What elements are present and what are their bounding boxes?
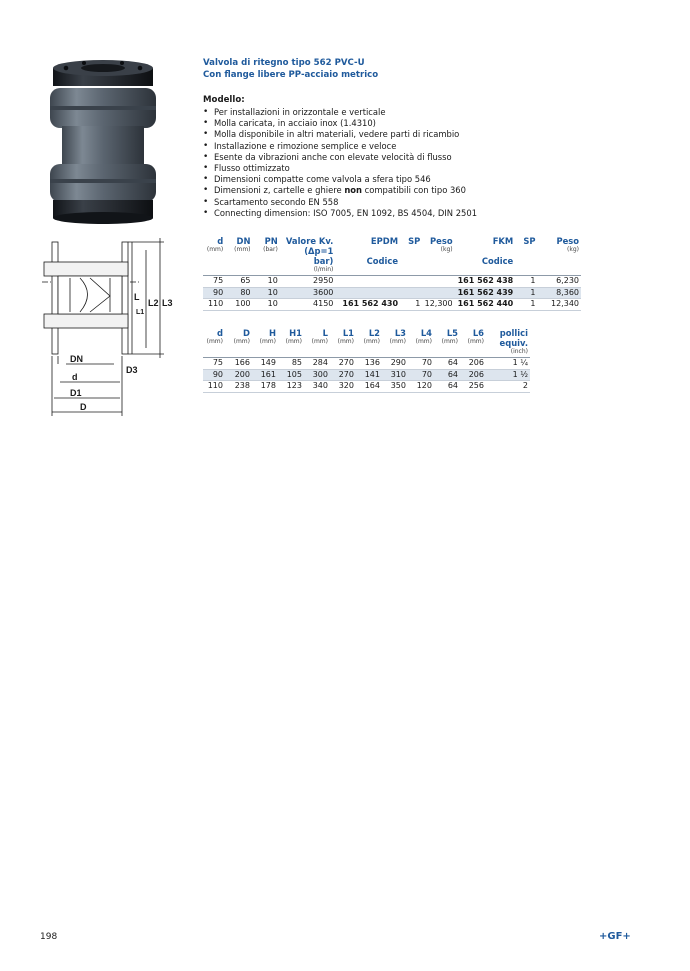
table-cell: 64	[434, 358, 460, 370]
table-cell	[335, 287, 400, 299]
unit-label: (kg)	[567, 246, 579, 253]
table-cell: 105	[278, 369, 304, 381]
unit-label: (mm)	[389, 338, 406, 345]
col-header: PN	[264, 236, 278, 246]
table-cell: 10	[253, 299, 280, 311]
unit-label	[330, 348, 356, 358]
unit-label: (mm)	[311, 338, 328, 345]
unit-label: (mm)	[415, 338, 432, 345]
col-header: SP	[523, 236, 536, 246]
table-cell: 164	[356, 381, 382, 393]
unit-label	[304, 348, 330, 358]
page-number: 198	[40, 932, 58, 942]
feature-list	[203, 107, 603, 219]
unit-label	[335, 266, 400, 276]
col-header: DN	[236, 236, 251, 246]
unit-label	[400, 246, 422, 266]
unit-label	[460, 348, 486, 358]
table-cell: 141	[356, 369, 382, 381]
feature-item: • Scartamento secondo EN 558	[203, 197, 603, 208]
dim-label-l3: L3	[162, 298, 173, 308]
table-cell: 320	[330, 381, 356, 393]
table-cell	[422, 287, 454, 299]
unit-label	[382, 348, 408, 358]
table-cell: 270	[330, 369, 356, 381]
table-cell: 75	[203, 358, 225, 370]
col-header: L6	[472, 328, 484, 338]
table-cell: 238	[225, 381, 252, 393]
feature-item	[203, 185, 603, 196]
feature-item: • Esente da vibrazioni anche con elevate velocità di flusso	[203, 152, 603, 163]
table-cell: 161 562 430	[335, 299, 400, 311]
unit-label: (mm)	[234, 246, 251, 253]
unit-label: (mm)	[206, 246, 224, 253]
col-header: Peso	[430, 236, 453, 246]
table-cell: 1	[515, 276, 537, 288]
col-header: FKM	[492, 236, 514, 246]
unit-label	[253, 266, 280, 276]
col-header: H	[268, 328, 276, 338]
table-cell: 256	[460, 381, 486, 393]
dim-label-dn: DN	[70, 354, 83, 364]
unit-label	[515, 246, 537, 266]
unit-label	[225, 266, 252, 276]
col-header: L1	[342, 328, 354, 338]
col-header: Valore Kv.	[285, 236, 334, 246]
unit-label	[408, 348, 434, 358]
table-cell: 85	[278, 358, 304, 370]
table-cell: 350	[382, 381, 408, 393]
table-row	[203, 369, 530, 381]
table-cell	[400, 287, 422, 299]
col-header: L4	[420, 328, 432, 338]
table-cell: 340	[304, 381, 330, 393]
unit-label	[537, 266, 581, 276]
table-cell: 90	[203, 287, 225, 299]
valve-photo	[44, 60, 162, 225]
table-cell: 1	[515, 299, 537, 311]
col-header: L5	[446, 328, 458, 338]
col-header: Peso	[556, 236, 579, 246]
feature-item: • Molla caricata, in acciaio inox (1.4310)	[203, 118, 603, 129]
feature-item: • Molla disponibile in altri materiali, vedere parti di ricambio	[203, 129, 603, 140]
table-cell: 120	[408, 381, 434, 393]
title-line-2: Con flange libere PP-acciaio metrico	[203, 70, 379, 80]
table-cell: 64	[434, 381, 460, 393]
table-cell: 123	[278, 381, 304, 393]
unit-label	[225, 348, 252, 358]
table-cell: 161 562 438	[455, 276, 516, 288]
unit-label	[203, 348, 225, 358]
table-row	[203, 299, 581, 311]
table-cell: 65	[225, 276, 252, 288]
table-cell: 10	[253, 276, 280, 288]
brand-logo: +GF+	[599, 931, 631, 942]
table-cell: 110	[203, 299, 225, 311]
table-cell: 149	[252, 358, 278, 370]
table-cell: 136	[356, 358, 382, 370]
table-cell	[400, 276, 422, 288]
table-cell: 161 562 440	[455, 299, 516, 311]
table-cell: 2	[486, 381, 530, 393]
feature-item: • Installazione e rimozione semplice e veloce	[203, 141, 603, 152]
unit-label: (inch)	[486, 348, 530, 358]
table-cell: 64	[434, 369, 460, 381]
unit-label	[515, 266, 537, 276]
table-cell: 1	[400, 299, 422, 311]
dim-label-D: D	[80, 402, 87, 412]
table-cell: 166	[225, 358, 252, 370]
feature-item: • Dimensioni compatte come valvola a sfera tipo 546	[203, 174, 603, 185]
table-cell: 270	[330, 358, 356, 370]
technical-drawing	[40, 234, 173, 420]
table-cell: 110	[203, 381, 225, 393]
dim-label-d1: D1	[70, 388, 82, 398]
col-header: L3	[394, 328, 406, 338]
unit-label: (mm)	[337, 338, 354, 345]
table-cell: 70	[408, 358, 434, 370]
table-cell: 1 ½	[486, 369, 530, 381]
dim-label-d3: D3	[126, 365, 138, 375]
col-header: H1	[289, 328, 302, 338]
table-cell: 310	[382, 369, 408, 381]
col-header: d	[217, 236, 224, 246]
table-cell: 1	[515, 287, 537, 299]
table-cell: 4150	[280, 299, 336, 311]
feature-item: • Connecting dimension: ISO 7005, EN 1092, BS 4504, DIN 2501	[203, 208, 603, 219]
table-row	[203, 381, 530, 393]
table-cell: 100	[225, 299, 252, 311]
feature-text: compatibili con tipo 360	[362, 185, 466, 196]
unit-label	[455, 266, 516, 276]
unit-label	[203, 266, 225, 276]
col-header: Codice	[366, 256, 399, 266]
table-cell: 2950	[280, 276, 336, 288]
table-cell: 8,360	[537, 287, 581, 299]
col-header: EPDM	[370, 236, 399, 246]
table-cell: 6,230	[537, 276, 581, 288]
table-cell: 300	[304, 369, 330, 381]
feature-item: • Flusso ottimizzato	[203, 163, 603, 174]
dim-label-d: d	[72, 372, 78, 382]
dim-label-l1: L1	[136, 309, 145, 316]
unit-label	[422, 266, 454, 276]
model-heading: Modello:	[203, 95, 245, 105]
unit-label: (mm)	[363, 338, 380, 345]
table-row	[203, 287, 581, 299]
table-cell: 12,300	[422, 299, 454, 311]
unit-label	[434, 348, 460, 358]
unit-label	[252, 348, 278, 358]
table-cell: 206	[460, 369, 486, 381]
col-header: D	[243, 328, 250, 338]
table-cell: 200	[225, 369, 252, 381]
product-title	[203, 57, 378, 81]
code-table	[203, 236, 581, 311]
table-cell: 284	[304, 358, 330, 370]
table-cell: 206	[460, 358, 486, 370]
table-cell: 90	[203, 369, 225, 381]
col-header: L	[322, 328, 328, 338]
unit-label: (mm)	[467, 338, 484, 345]
unit-label: (mm)	[259, 338, 276, 345]
table-row	[203, 358, 530, 370]
table-row	[203, 276, 581, 288]
title-line-1: Valvola di ritegno tipo 562 PVC-U	[203, 58, 365, 68]
col-header: d	[217, 328, 223, 338]
unit-label: (mm)	[233, 338, 250, 345]
table-cell: 12,340	[537, 299, 581, 311]
unit-label: (bar)	[263, 246, 278, 253]
table-cell: 3600	[280, 287, 336, 299]
dim-label-l2: L2	[148, 298, 159, 308]
col-header: (Δp=1 bar)	[304, 246, 334, 266]
table-cell: 1 ¼	[486, 358, 530, 370]
table-cell: 161	[252, 369, 278, 381]
feature-emphasis: non	[344, 185, 362, 196]
unit-label	[278, 348, 304, 358]
col-header: L2	[368, 328, 380, 338]
table-cell: 10	[253, 287, 280, 299]
table-cell: 75	[203, 276, 225, 288]
unit-label	[400, 266, 422, 276]
unit-label: (mm)	[285, 338, 302, 345]
table-cell: 80	[225, 287, 252, 299]
unit-label: (mm)	[206, 338, 223, 345]
unit-label: (kg)	[440, 246, 453, 253]
feature-item: • Per installazioni in orizzontale e verticale	[203, 107, 603, 118]
unit-label: (l/min)	[280, 266, 336, 276]
col-header: pollici	[499, 328, 528, 338]
table-cell: 161 562 439	[455, 287, 516, 299]
unit-label	[356, 348, 382, 358]
dim-label-l: L	[134, 292, 140, 302]
feature-text: Dimensioni z, cartelle e ghiere	[214, 185, 345, 196]
table-cell	[422, 276, 454, 288]
table-cell: 70	[408, 369, 434, 381]
unit-label: (mm)	[441, 338, 458, 345]
table-cell: 290	[382, 358, 408, 370]
col-header: SP	[408, 236, 421, 246]
dimension-table	[203, 328, 530, 393]
col-header: equiv.	[499, 338, 528, 348]
col-header: Codice	[481, 256, 514, 266]
table-cell: 178	[252, 381, 278, 393]
table-cell	[335, 276, 400, 288]
